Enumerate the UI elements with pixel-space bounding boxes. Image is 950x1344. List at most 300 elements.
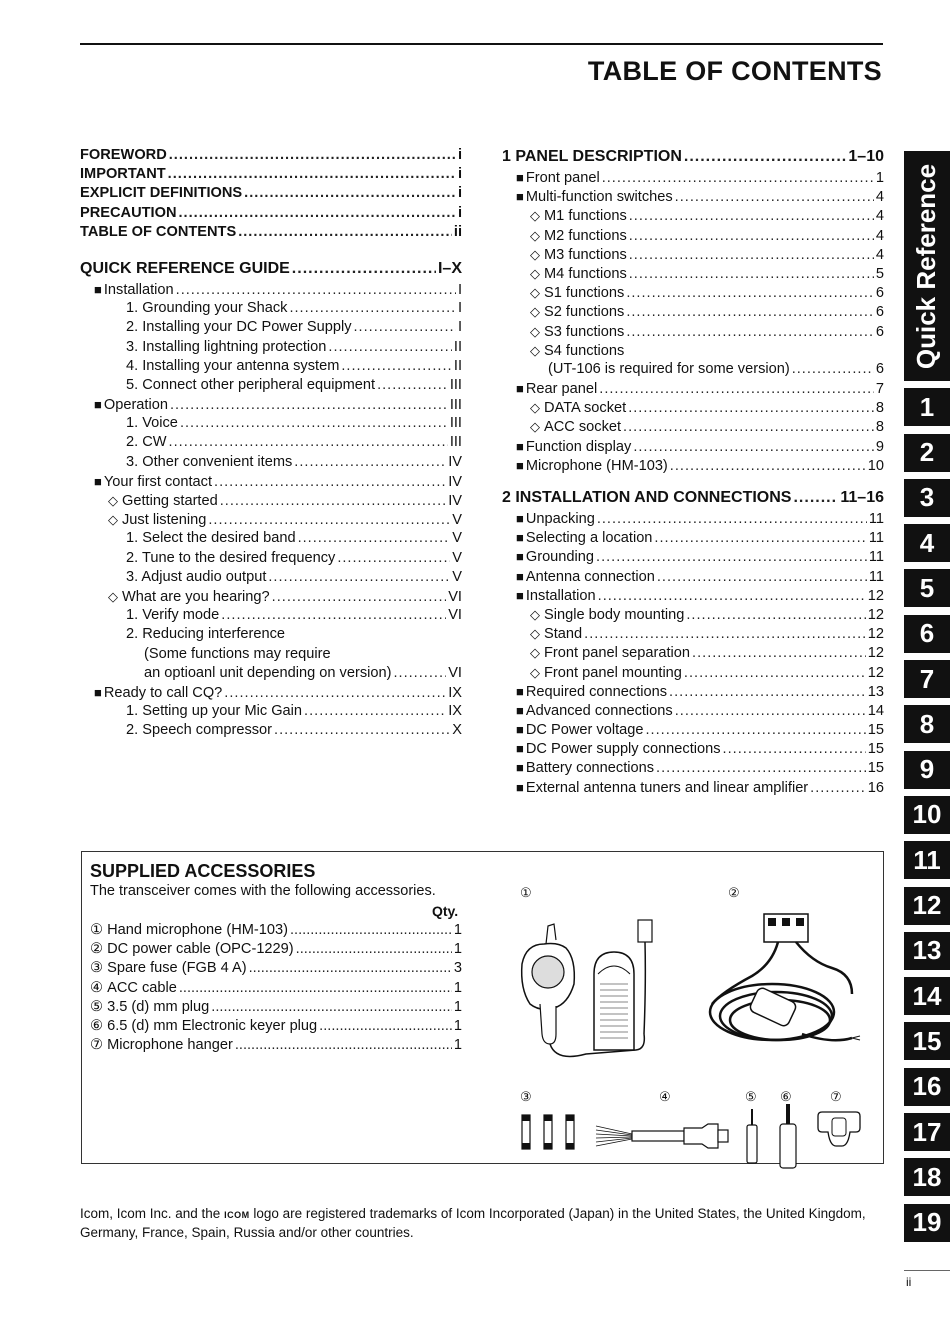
dot-leader — [274, 721, 450, 740]
dot-leader — [294, 453, 446, 472]
dot-leader — [268, 568, 450, 587]
toc-entry[interactable] — [502, 509, 884, 528]
section-tab-4[interactable]: 4 — [904, 524, 950, 562]
toc-entry-title: Front panel separation — [544, 645, 691, 662]
toc-entry-title: Getting started — [122, 493, 218, 509]
diamond-bullet-icon: ◇ — [530, 645, 540, 661]
toc-entry-title: 1. Select the desired band — [126, 530, 296, 547]
accessory-quantity: 1 — [453, 979, 462, 996]
dot-leader — [626, 284, 874, 303]
section-tab-11[interactable]: 11 — [904, 841, 950, 879]
dot-leader — [629, 207, 874, 226]
dot-leader — [692, 644, 866, 663]
toc-entry-title: DC Power supply connections — [525, 741, 721, 758]
toc-entry[interactable] — [80, 204, 462, 223]
dot-leader — [377, 376, 448, 395]
toc-entry-page: 8 — [875, 400, 884, 417]
toc-entry-title: 2. Tune to the desired frequency — [126, 549, 336, 566]
toc-entry-title: 1. Setting up your Mic Gain — [126, 703, 303, 720]
diamond-bullet-icon: ◇ — [530, 265, 540, 281]
toc-entry-page: III — [449, 376, 462, 393]
dot-leader — [675, 188, 874, 207]
toc-entry[interactable] — [502, 302, 884, 321]
toc-entry-page: ii — [453, 223, 462, 240]
square-bullet-icon: ■ — [516, 438, 524, 454]
toc-entry-title: ACC socket — [544, 419, 622, 436]
section-tab-9[interactable]: 9 — [904, 751, 950, 789]
accessory-quantity: 1 — [453, 941, 462, 958]
square-bullet-icon: ■ — [516, 702, 524, 718]
square-bullet-icon: ■ — [516, 189, 524, 205]
toc-entry-title: 1. Verify mode — [126, 607, 220, 624]
accessories-intro: The transceiver comes with the following accessories. — [90, 883, 436, 899]
toc-entry[interactable] — [80, 510, 462, 529]
dot-leader — [249, 959, 452, 978]
diamond-bullet-icon: ◇ — [530, 285, 540, 301]
dot-leader — [629, 227, 874, 246]
toc-entry-title: Stand — [544, 626, 583, 643]
accessory-number: ① — [90, 922, 104, 938]
accessory-number: ⑥ — [90, 1017, 104, 1034]
accessory-item — [90, 979, 462, 998]
toc-entry[interactable] — [80, 491, 462, 510]
accessory-quantity: 1 — [453, 1017, 462, 1034]
toc-entry[interactable] — [80, 338, 462, 357]
toc-entry-page: X — [452, 722, 462, 739]
accessory-name: Hand microphone (HM-103) — [107, 922, 288, 938]
toc-entry[interactable] — [502, 778, 884, 797]
toc-entry[interactable] — [502, 379, 884, 398]
toc-entry[interactable] — [502, 605, 884, 624]
hand-microphone-illustration — [516, 904, 666, 1064]
square-bullet-icon: ■ — [516, 549, 524, 565]
toc-entry-page: I — [457, 281, 462, 298]
toc-entry-page: 1 — [875, 170, 884, 186]
toc-entry[interactable] — [80, 318, 462, 337]
toc-entry-title: TABLE OF CONTENTS — [80, 223, 237, 240]
toc-entry-title: M4 functions — [544, 265, 627, 282]
toc-entry[interactable] — [502, 437, 884, 456]
accessory-item — [90, 1036, 462, 1055]
dot-leader — [597, 510, 867, 529]
bottom-rule — [904, 1270, 950, 1271]
dot-leader — [176, 281, 456, 300]
toc-entry-title: (UT-106 is required for some version) — [548, 360, 790, 377]
toc-entry[interactable] — [502, 322, 884, 341]
toc-entry[interactable] — [502, 341, 884, 360]
square-bullet-icon: ■ — [94, 397, 102, 413]
dot-leader — [675, 702, 866, 721]
spare-fuse-illustration — [518, 1107, 578, 1157]
trademark-text-end: logo are registered trademarks of Icom Incorporated (Japan) in the United States, the United Kingdom, Germany, France, Spain, Russia and/or other countries. — [80, 1206, 866, 1240]
square-bullet-icon: ■ — [94, 684, 102, 700]
dot-leader — [599, 380, 874, 399]
toc-entry[interactable] — [502, 528, 884, 547]
dot-leader — [272, 588, 447, 607]
section-tab-6[interactable]: 6 — [904, 615, 950, 653]
figure-label-5: ⑤ — [745, 1089, 757, 1104]
dot-leader — [180, 414, 448, 433]
toc-entry-page: 12 — [867, 587, 884, 604]
toc-entry-page: II — [453, 338, 462, 355]
page-number: ii — [906, 1275, 912, 1289]
figure-label-4: ④ — [659, 1089, 671, 1104]
toc-entry-title: Front panel mounting — [544, 664, 682, 681]
toc-entry-page: IX — [448, 703, 462, 720]
section-tab-13[interactable]: 13 — [904, 932, 950, 970]
figure-label-7: ⑦ — [830, 1089, 842, 1104]
toc-entry-page: III — [449, 397, 462, 414]
figure-label-6: ⑥ — [780, 1089, 792, 1104]
accessory-name: 6.5 (d) mm Electronic keyer plug — [107, 1017, 318, 1034]
toc-entry-page: 7 — [875, 381, 884, 398]
accessory-quantity: 1 — [453, 998, 462, 1015]
section-tab-8[interactable]: 8 — [904, 705, 950, 743]
toc-entry[interactable] — [80, 414, 462, 433]
toc-entry-title: 3. Installing lightning protection — [126, 338, 327, 355]
toc-entry-page: 9 — [875, 438, 884, 455]
toc-entry-page: 8 — [875, 419, 884, 436]
toc-entry[interactable] — [80, 299, 462, 318]
dot-leader — [298, 529, 451, 548]
toc-entry[interactable] — [502, 360, 884, 379]
toc-entry-title: Operation — [103, 397, 168, 414]
toc-entry-page: VI — [448, 607, 462, 624]
toc-entry[interactable] — [80, 280, 462, 299]
toc-entry-page: VI — [448, 588, 462, 605]
toc-entry-title: What are you hearing? — [122, 588, 270, 605]
square-bullet-icon: ■ — [516, 457, 524, 473]
toc-entry[interactable] — [80, 357, 462, 376]
square-bullet-icon: ■ — [516, 511, 524, 526]
dot-leader — [214, 473, 446, 492]
accessory-name: ACC cable — [107, 979, 177, 996]
section-tab-1[interactable]: 1 — [904, 388, 950, 426]
dot-leader — [598, 587, 866, 606]
diamond-bullet-icon: ◇ — [530, 606, 540, 622]
section-tab-18[interactable]: 18 — [904, 1158, 950, 1196]
toc-entry-title: Advanced connections — [525, 702, 673, 719]
toc-entry-title: DC Power voltage — [525, 722, 644, 739]
toc-entry[interactable] — [502, 245, 884, 264]
toc-entry[interactable] — [80, 683, 462, 702]
dot-leader — [596, 548, 867, 567]
toc-entry-page: i — [457, 204, 462, 221]
side-tab-strip — [904, 151, 950, 1242]
toc-entry[interactable] — [502, 701, 884, 720]
dot-leader — [393, 664, 446, 683]
toc-entry[interactable] — [502, 456, 884, 475]
toc-entry-title: Just listening — [122, 512, 207, 529]
dot-leader — [168, 165, 456, 184]
toc-entry[interactable] — [80, 549, 462, 568]
toc-entry-page: 4 — [875, 208, 884, 225]
toc-entry-page: 15 — [867, 760, 884, 777]
square-bullet-icon: ■ — [516, 741, 524, 757]
dot-leader — [337, 549, 450, 568]
dot-leader — [289, 299, 456, 318]
toc-entry[interactable] — [80, 165, 462, 184]
toc-entry-page: 11 — [868, 568, 884, 585]
toc-entry[interactable] — [80, 568, 462, 587]
toc-entry-title: 2. CW — [126, 434, 167, 451]
section-tab-15[interactable]: 15 — [904, 1022, 950, 1060]
toc-entry[interactable] — [502, 417, 884, 436]
toc-entry-page: III — [449, 434, 462, 451]
toc-entry-page: 11 — [868, 530, 884, 547]
acc-cable-illustration — [592, 1112, 732, 1162]
accessories-heading: SUPPLIED ACCESSORIES — [90, 861, 316, 881]
diamond-bullet-icon: ◇ — [530, 323, 540, 339]
toc-entry-page: IX — [448, 684, 462, 701]
toc-entry[interactable] — [502, 226, 884, 245]
toc-entry-page: 4 — [875, 189, 884, 206]
toc-entry[interactable] — [80, 146, 462, 165]
toc-entry-title: Rear panel — [525, 381, 598, 398]
diamond-bullet-icon: ◇ — [108, 512, 118, 528]
toc-entry-page: 15 — [867, 741, 884, 758]
section-tab-17[interactable]: 17 — [904, 1113, 950, 1151]
toc-entry-page: 4 — [875, 246, 884, 263]
dot-leader — [584, 625, 866, 644]
toc-entry[interactable] — [502, 168, 884, 187]
toc-entry[interactable] — [80, 645, 462, 664]
toc-entry[interactable] — [502, 739, 884, 758]
toc-entry[interactable] — [80, 453, 462, 472]
toc-entry-title: Multi-function switches — [525, 189, 673, 206]
square-bullet-icon: ■ — [516, 568, 524, 584]
accessory-item — [90, 1017, 462, 1036]
accessory-item — [90, 940, 462, 959]
toc-entry-page: 15 — [867, 722, 884, 739]
qty-label: Qty. — [432, 903, 459, 919]
dot-leader — [810, 779, 866, 798]
diamond-bullet-icon: ◇ — [108, 588, 118, 604]
dot-leader — [623, 418, 874, 437]
section-tab-2[interactable]: 2 — [904, 434, 950, 472]
toc-entry[interactable] — [502, 547, 884, 566]
toc-section-installation-connections[interactable]: 2 INSTALLATION AND CONNECTIONS ..... 11–16 — [502, 487, 884, 509]
dot-leader — [221, 606, 446, 625]
toc-entry-title: Your first contact — [103, 473, 213, 490]
diamond-bullet-icon: ◇ — [108, 493, 118, 508]
accessory-number: ⑤ — [90, 998, 104, 1015]
accessory-number: ② — [90, 941, 104, 958]
square-bullet-icon: ■ — [516, 760, 524, 776]
tab-quick-reference[interactable]: Quick Reference — [904, 151, 950, 381]
dot-leader — [341, 357, 452, 376]
microphone-hanger-illustration — [814, 1110, 864, 1150]
dot-leader — [169, 146, 456, 165]
section-tab-7[interactable]: 7 — [904, 660, 950, 698]
diamond-bullet-icon: ◇ — [530, 342, 540, 358]
toc-entry-title: S1 functions — [544, 285, 625, 302]
toc-entry-page: 5 — [875, 265, 884, 282]
dot-leader — [211, 998, 452, 1017]
toc-entry-page: IV — [448, 473, 462, 490]
toc-entry[interactable] — [80, 376, 462, 395]
toc-right-column — [502, 146, 884, 797]
toc-entry-page: I — [457, 300, 462, 317]
toc-entry-title: Single body mounting — [544, 606, 685, 623]
toc-entry[interactable] — [80, 529, 462, 548]
toc-entry-page: VI — [448, 664, 462, 681]
square-bullet-icon: ■ — [516, 381, 524, 397]
toc-entry[interactable] — [502, 206, 884, 225]
toc-left-column — [80, 146, 462, 740]
diamond-bullet-icon: ◇ — [530, 246, 540, 262]
section-tab-19[interactable]: 19 — [904, 1204, 950, 1242]
toc-entry[interactable] — [502, 398, 884, 417]
plug-3-5mm-illustration — [742, 1107, 762, 1167]
square-bullet-icon: ■ — [516, 587, 524, 603]
icom-logo: ICOM — [224, 1210, 250, 1220]
toc-entry-page: V — [452, 568, 462, 585]
supplied-accessories-box — [81, 851, 884, 1164]
dot-leader — [629, 265, 874, 284]
section-tab-10[interactable]: 10 — [904, 796, 950, 834]
square-bullet-icon: ■ — [516, 530, 524, 546]
toc-entry-page: III — [449, 415, 462, 432]
toc-entry[interactable] — [80, 472, 462, 491]
diamond-bullet-icon: ◇ — [530, 208, 540, 224]
toc-entry[interactable] — [80, 664, 462, 683]
toc-entry[interactable] — [502, 283, 884, 302]
toc-entry[interactable] — [80, 587, 462, 606]
toc-entry-page: IV — [448, 453, 462, 470]
toc-entry-title: Ready to call CQ? — [103, 684, 223, 701]
toc-entry-page: V — [452, 530, 462, 547]
toc-entry-page: 6 — [875, 323, 884, 340]
toc-entry[interactable] — [502, 187, 884, 206]
toc-section-panel-description[interactable]: 1 PANEL DESCRIPTION ..... 1–10 — [502, 146, 884, 168]
toc-entry-title: Installation — [103, 281, 174, 298]
toc-entry-page: 16 — [867, 779, 884, 796]
toc-entry[interactable] — [502, 264, 884, 283]
toc-entry-title: PRECAUTION — [80, 204, 177, 221]
square-bullet-icon: ■ — [516, 779, 524, 795]
toc-entry-title: Microphone (HM-103) — [525, 457, 668, 474]
toc-entry-title: S4 functions — [544, 342, 625, 359]
toc-entry[interactable] — [502, 663, 884, 682]
toc-entry[interactable] — [502, 624, 884, 643]
toc-entry[interactable] — [80, 606, 462, 625]
toc-section-quick-reference[interactable]: QUICK REFERENCE GUIDE ..... I–X — [80, 258, 462, 280]
toc-entry-title: FOREWORD — [80, 147, 167, 163]
toc-entry[interactable] — [80, 184, 462, 203]
dc-power-cable-illustration — [702, 904, 862, 1074]
toc-entry[interactable] — [80, 721, 462, 740]
toc-entry-title: DATA socket — [544, 400, 627, 417]
toc-entry[interactable] — [80, 702, 462, 721]
accessory-quantity: 1 — [453, 1037, 462, 1054]
dot-leader — [626, 303, 874, 322]
diamond-bullet-icon: ◇ — [530, 227, 540, 243]
accessory-name: Spare fuse (FGB 4 A) — [107, 960, 247, 977]
section-tab-14[interactable]: 14 — [904, 977, 950, 1015]
diamond-bullet-icon: ◇ — [530, 664, 540, 680]
toc-entry-title: Front panel — [525, 170, 600, 186]
dot-leader — [792, 360, 874, 379]
square-bullet-icon: ■ — [516, 170, 524, 185]
toc-entry-title: Antenna connection — [525, 568, 655, 585]
toc-entry[interactable] — [502, 758, 884, 777]
toc-entry-page: 4 — [875, 227, 884, 244]
accessories-list — [90, 921, 462, 1055]
toc-entry-page: 11 — [868, 549, 884, 566]
toc-entry-page: 12 — [867, 664, 884, 681]
toc-entry[interactable] — [80, 223, 462, 242]
section-tab-12[interactable]: 12 — [904, 887, 950, 925]
toc-entry-page: i — [457, 185, 462, 202]
toc-entry-title: Selecting a location — [525, 530, 653, 547]
figure-label-2: ② — [728, 885, 740, 900]
toc-entry[interactable] — [80, 433, 462, 452]
accessory-name: 3.5 (d) mm plug — [107, 998, 210, 1015]
dot-leader — [179, 979, 452, 998]
toc-entry-page: 12 — [867, 626, 884, 643]
dot-leader — [602, 169, 874, 188]
section-tab-5[interactable]: 5 — [904, 569, 950, 607]
dot-leader — [238, 223, 452, 242]
dot-leader — [170, 396, 448, 415]
figure-label-1: ① — [520, 885, 532, 900]
dot-leader — [629, 246, 874, 265]
dot-leader — [178, 204, 455, 223]
toc-entry-title: S2 functions — [544, 304, 625, 321]
toc-entry-page: 6 — [875, 360, 884, 377]
toc-entry-page: 14 — [867, 702, 884, 719]
dot-leader — [208, 511, 450, 530]
toc-entry-title: Required connections — [525, 683, 668, 700]
dot-leader — [354, 318, 456, 337]
toc-entry-title: External antenna tuners and linear amplifier — [525, 779, 809, 796]
square-bullet-icon: ■ — [516, 722, 524, 738]
dot-leader — [684, 664, 866, 683]
toc-entry[interactable] — [80, 625, 462, 644]
dot-leader — [645, 721, 865, 740]
toc-entry[interactable] — [502, 567, 884, 586]
toc-entry[interactable] — [502, 586, 884, 605]
dot-leader — [244, 184, 456, 203]
figure-label-3: ③ — [520, 1089, 532, 1104]
toc-entry[interactable] — [502, 643, 884, 662]
toc-entry-page: i — [457, 166, 462, 183]
toc-entry-page: 13 — [867, 683, 884, 700]
dot-leader — [723, 740, 866, 759]
toc-entry-title: S3 functions — [544, 323, 625, 340]
section-tab-16[interactable]: 16 — [904, 1068, 950, 1106]
toc-entry-title: 1. Grounding your Shack — [126, 300, 288, 317]
diamond-bullet-icon: ◇ — [530, 304, 540, 320]
dot-leader — [669, 683, 866, 702]
dot-leader — [220, 492, 446, 511]
toc-entry[interactable] — [80, 395, 462, 414]
toc-entry[interactable] — [502, 682, 884, 701]
toc-entry[interactable] — [502, 720, 884, 739]
toc-entry-title: 3. Other convenient items — [126, 453, 293, 470]
toc-entry-page: 6 — [875, 285, 884, 302]
toc-entry-page: 10 — [867, 457, 884, 474]
dot-leader — [328, 338, 452, 357]
toc-entry-title: M3 functions — [544, 246, 627, 263]
toc-entry-page: 12 — [867, 606, 884, 623]
toc-entry-title: 3. Adjust audio output — [126, 568, 267, 585]
dot-leader — [304, 702, 446, 721]
toc-entry-title: 4. Installing your antenna system — [126, 357, 340, 374]
toc-entry-title: EXPLICIT DEFINITIONS — [80, 185, 243, 202]
section-tab-3[interactable]: 3 — [904, 479, 950, 517]
